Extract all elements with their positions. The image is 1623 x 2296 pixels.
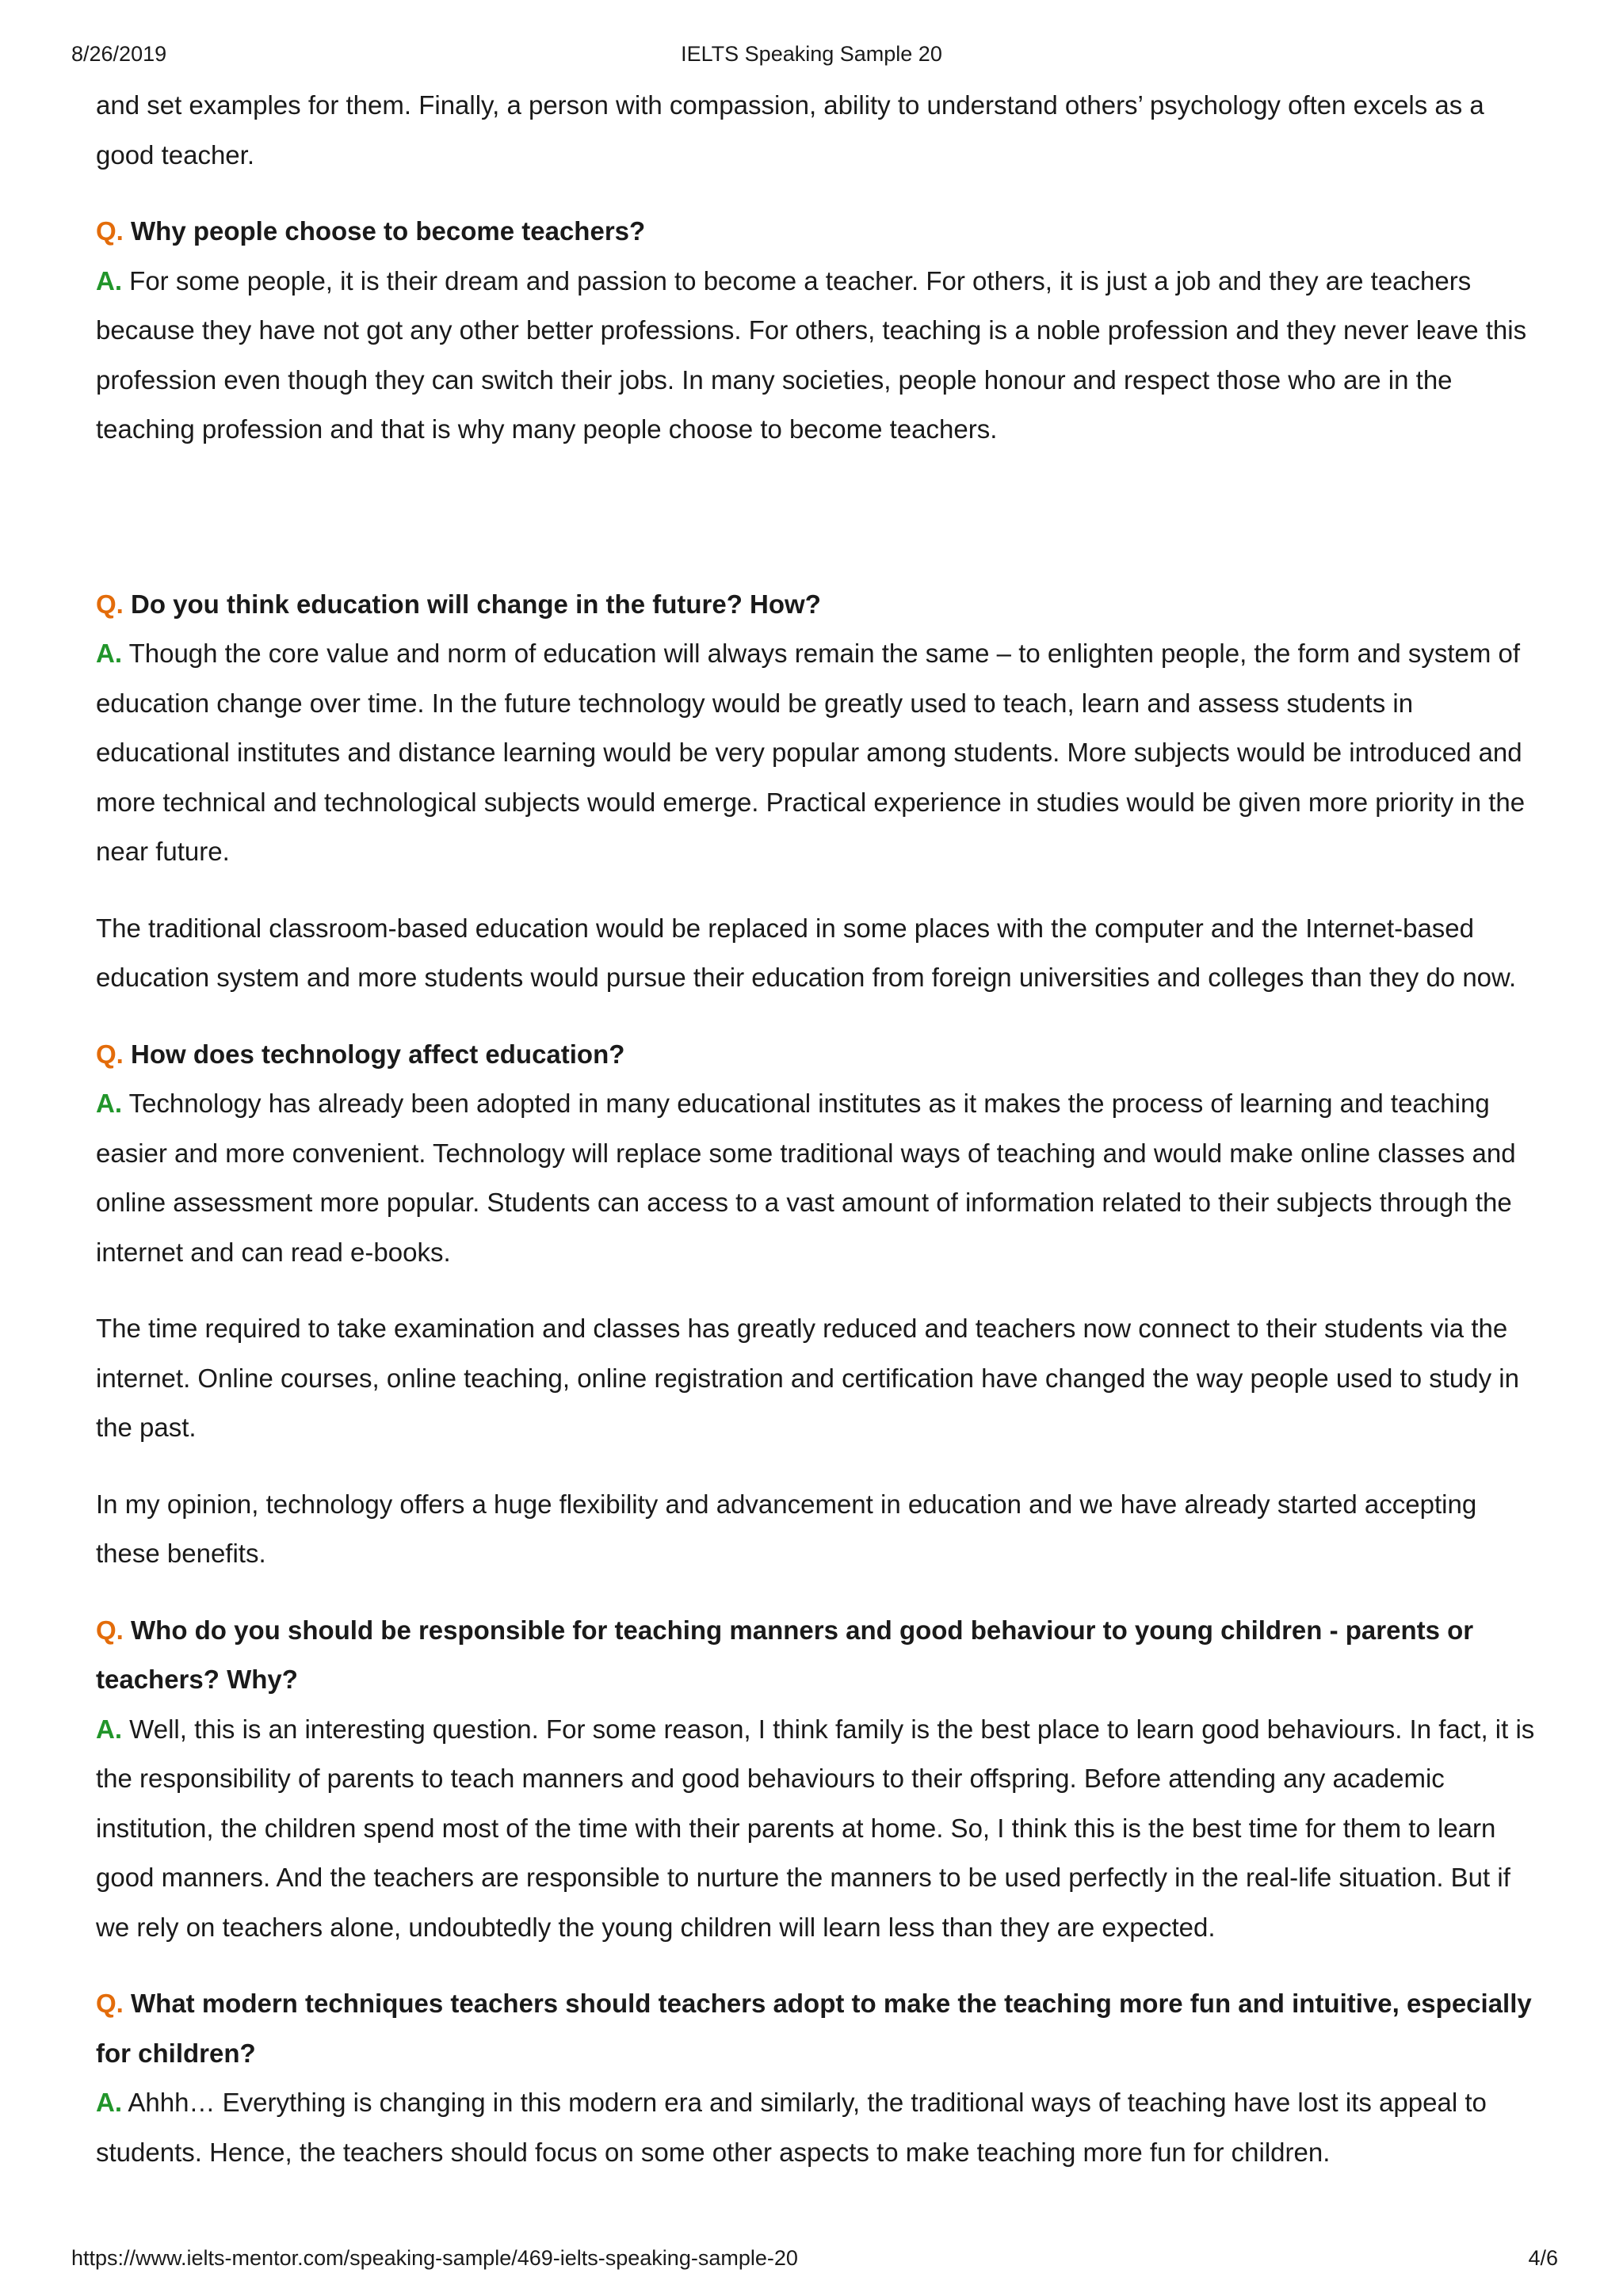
question-4 [96, 1606, 1546, 1705]
question-2 [96, 580, 1546, 630]
a-label: A. [96, 1714, 122, 1744]
answer-text: Though the core value and norm of education will always remain the same – to enlighten people, the form and system of education change over time. In the future technology would be greatly used to teach, learn and assess students in educational institutes and distance learning would be very popular among students. More subjects would be introduced and more technical and technological subjects would emerge. Practical experience in studies would be given more priority in the near future. [96, 639, 1526, 866]
article-body [96, 81, 1546, 2177]
q-label: Q. [96, 1989, 124, 2018]
answer-text: Ahhh… Everything is changing in this modern era and similarly, the traditional ways of teaching have lost its appeal to students. Hence, the teachers should focus on some other aspects to make teaching more fun for children. [96, 2088, 1487, 2167]
answer-text: Well, this is an interesting question. For some reason, I think family is the best place to learn good behaviours. In fact, it is the responsibility of parents to teach manners and good behaviours to their offspring. Before attending any academic institution, the children spend most of the time with their parents at home. So, I think this is the best time for them to learn good manners. And the teachers are responsible to nurture the manners to be used perfectly in the real-life situation. But if we rely on teachers alone, undoubtedly the young children will learn less than they are expected. [96, 1714, 1535, 1942]
answer-3-paragraph-2: The time required to take examination and classes has greatly reduced and teachers now connect to their students via the internet. Online courses, online teaching, online registration and certification have changed the way people used to study in the past. [96, 1314, 1519, 1442]
page-url: https://www.ielts-mentor.com/speaking-sample/469-ielts-speaking-sample-20 [71, 2246, 798, 2270]
a-label: A. [96, 1089, 122, 1118]
a-label: A. [96, 2088, 122, 2117]
answer-text: For some people, it is their dream and passion to become a teacher. For others, it is just a job and they are teachers because they have not got any other better professions. For others, teaching is a noble profession and they never leave this profession even though they can switch their jobs. In many societies, people honour and respect those who are in the teaching profession and that is why many people choose to become teachers. [96, 265, 1527, 444]
question-1 [96, 207, 1546, 257]
print-date: 8/26/2019 [71, 42, 167, 66]
answer-5 [96, 2078, 1546, 2177]
page-title: IELTS Speaking Sample 20 [681, 42, 942, 66]
question-5 [96, 1979, 1546, 2078]
q-label: Q. [96, 1039, 124, 1069]
answer-2 [96, 629, 1546, 877]
intro-paragraph: and set examples for them. Finally, a person with compassion, ability to understand others’ psychology often excels as a good teacher. [96, 90, 1484, 170]
answer-4 [96, 1705, 1546, 1953]
question-3 [96, 1030, 1546, 1080]
q-label: Q. [96, 216, 124, 246]
a-label: A. [96, 639, 122, 668]
page-number: 4/6 [1528, 2246, 1558, 2270]
answer-text: Technology has already been adopted in many educational institutes as it makes the process of learning and teaching easier and more convenient. Technology will replace some traditional ways of teaching and would make online classes and online assessment more popular. Students can access to a vast amount of information related to their subjects through the internet and can read e-books. [96, 1089, 1516, 1267]
question-text: Why people choose to become teachers? [131, 216, 646, 246]
question-text: What modern techniques teachers should teachers adopt to make the teaching more fun and intuitive, especially for children? [96, 1989, 1532, 2068]
answer-3 [96, 1079, 1546, 1277]
q-label: Q. [96, 589, 124, 619]
answer-3-paragraph-3: In my opinion, technology offers a huge flexibility and advancement in education and we have already started accepting these benefits. [96, 1489, 1477, 1568]
q-label: Q. [96, 1615, 124, 1645]
print-footer [0, 2244, 1623, 2272]
answer-1 [96, 257, 1546, 455]
answer-2-paragraph-2: The traditional classroom-based education would be replaced in some places with the computer and the Internet-based education system and more students would pursue their education from foreign universities and colleges than they do now. [96, 913, 1517, 992]
question-text: Do you think education will change in the future? How? [131, 589, 821, 619]
a-label: A. [96, 265, 122, 296]
print-header [0, 40, 1623, 68]
question-text: How does technology affect education? [131, 1039, 625, 1069]
question-text: Who do you should be responsible for teaching manners and good behaviour to young children - parents or teachers? Why? [96, 1615, 1474, 1694]
